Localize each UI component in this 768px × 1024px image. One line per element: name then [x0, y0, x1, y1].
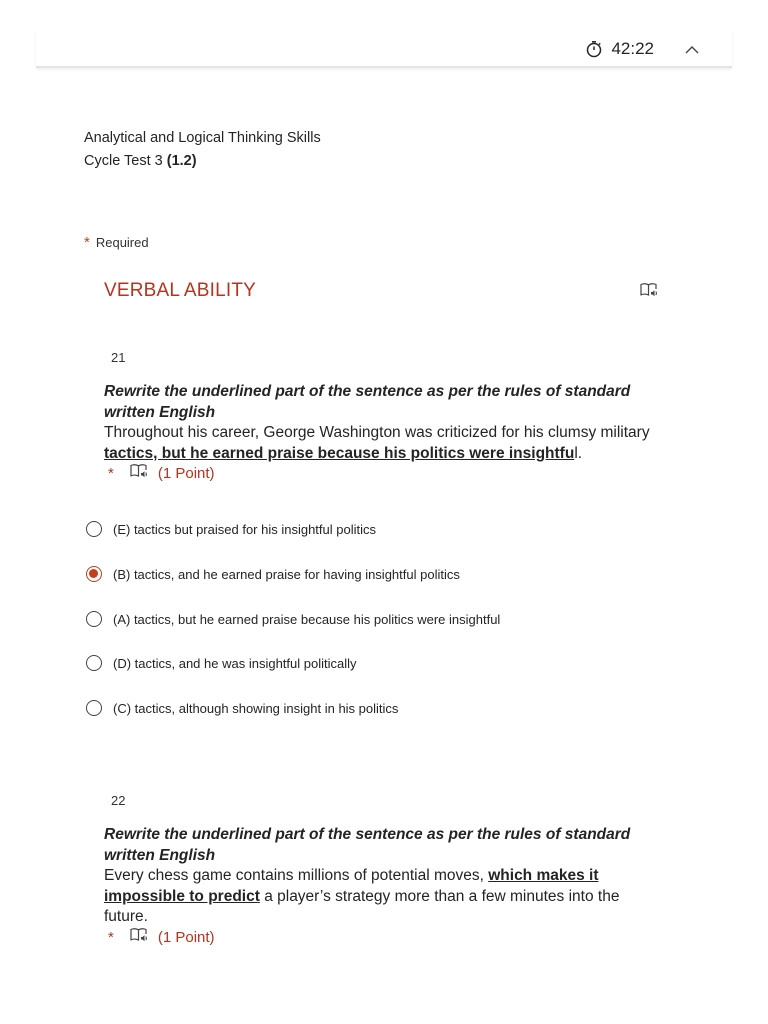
sentence-part: a player’s strategy more than a few minutes into the future. — [104, 887, 620, 925]
option-label: (D) tactics, and he was insightful politically — [113, 655, 357, 671]
immersive-reader-icon[interactable] — [640, 282, 658, 303]
immersive-reader-icon[interactable] — [130, 927, 148, 947]
chevron-up-icon — [682, 47, 702, 64]
answer-option[interactable] — [86, 521, 376, 537]
required-star: * — [84, 234, 90, 251]
sentence-underlined: tactics, but he earned praise because his politics were insightfu — [104, 444, 575, 462]
answer-option[interactable] — [86, 700, 398, 716]
required-note — [84, 234, 149, 251]
option-label: (E) tactics but praised for his insightful politics — [113, 521, 376, 537]
required-star: * — [108, 464, 114, 482]
radio-button[interactable] — [86, 521, 102, 537]
form-title-line2 — [84, 150, 321, 173]
form-title — [84, 127, 321, 173]
form-title-prefix: Cycle Test 3 — [84, 153, 167, 169]
sentence-part: Every chess game contains millions of potential moves, — [104, 867, 489, 884]
sentence-part: Throughout his career, George Washington was criticized for his clumsy military — [104, 424, 650, 441]
immersive-reader-icon[interactable] — [130, 463, 148, 483]
radio-button-selected[interactable] — [86, 566, 102, 582]
required-star: * — [108, 928, 114, 946]
stopwatch-icon — [585, 40, 603, 58]
collapse-button[interactable] — [682, 40, 702, 60]
timer — [585, 39, 654, 59]
sentence-part: l. — [574, 444, 583, 462]
sentence-underlined: which makes it impossible to predict — [104, 867, 599, 905]
required-label: Required — [95, 235, 149, 250]
answer-option[interactable] — [86, 611, 500, 627]
top-bar — [36, 28, 732, 68]
radio-button[interactable] — [86, 700, 102, 716]
timer-value: 42:22 — [611, 39, 654, 58]
option-label: (A) tactics, but he earned praise because his politics were insightful — [113, 611, 501, 627]
answer-option[interactable] — [86, 655, 357, 671]
question-points: (1 Point) — [157, 928, 215, 946]
question-number: 21 — [111, 350, 126, 365]
question-points: (1 Point) — [157, 464, 215, 482]
radio-button[interactable] — [86, 611, 102, 627]
option-label: (C) tactics, although showing insight in his politics — [113, 700, 399, 716]
question-21-text — [104, 382, 664, 464]
form-title-version: (1.2) — [166, 153, 197, 169]
question-number: 22 — [111, 793, 126, 808]
question-instruction: Rewrite the underlined part of the sentence as per the rules of standard written English — [104, 383, 631, 421]
answer-option[interactable] — [86, 566, 460, 582]
form-title-line1: Analytical and Logical Thinking Skills — [84, 130, 321, 146]
option-label: (B) tactics, and he earned praise for having insightful politics — [113, 566, 460, 582]
question-22-meta — [108, 927, 215, 947]
question-21-meta — [108, 463, 215, 483]
section-title: VERBAL ABILITY — [104, 280, 257, 301]
radio-button[interactable] — [86, 655, 102, 671]
question-sentence — [104, 866, 664, 928]
question-sentence — [104, 423, 664, 464]
question-instruction: Rewrite the underlined part of the sentence as per the rules of standard written English — [104, 826, 631, 864]
question-22-text — [104, 825, 664, 928]
